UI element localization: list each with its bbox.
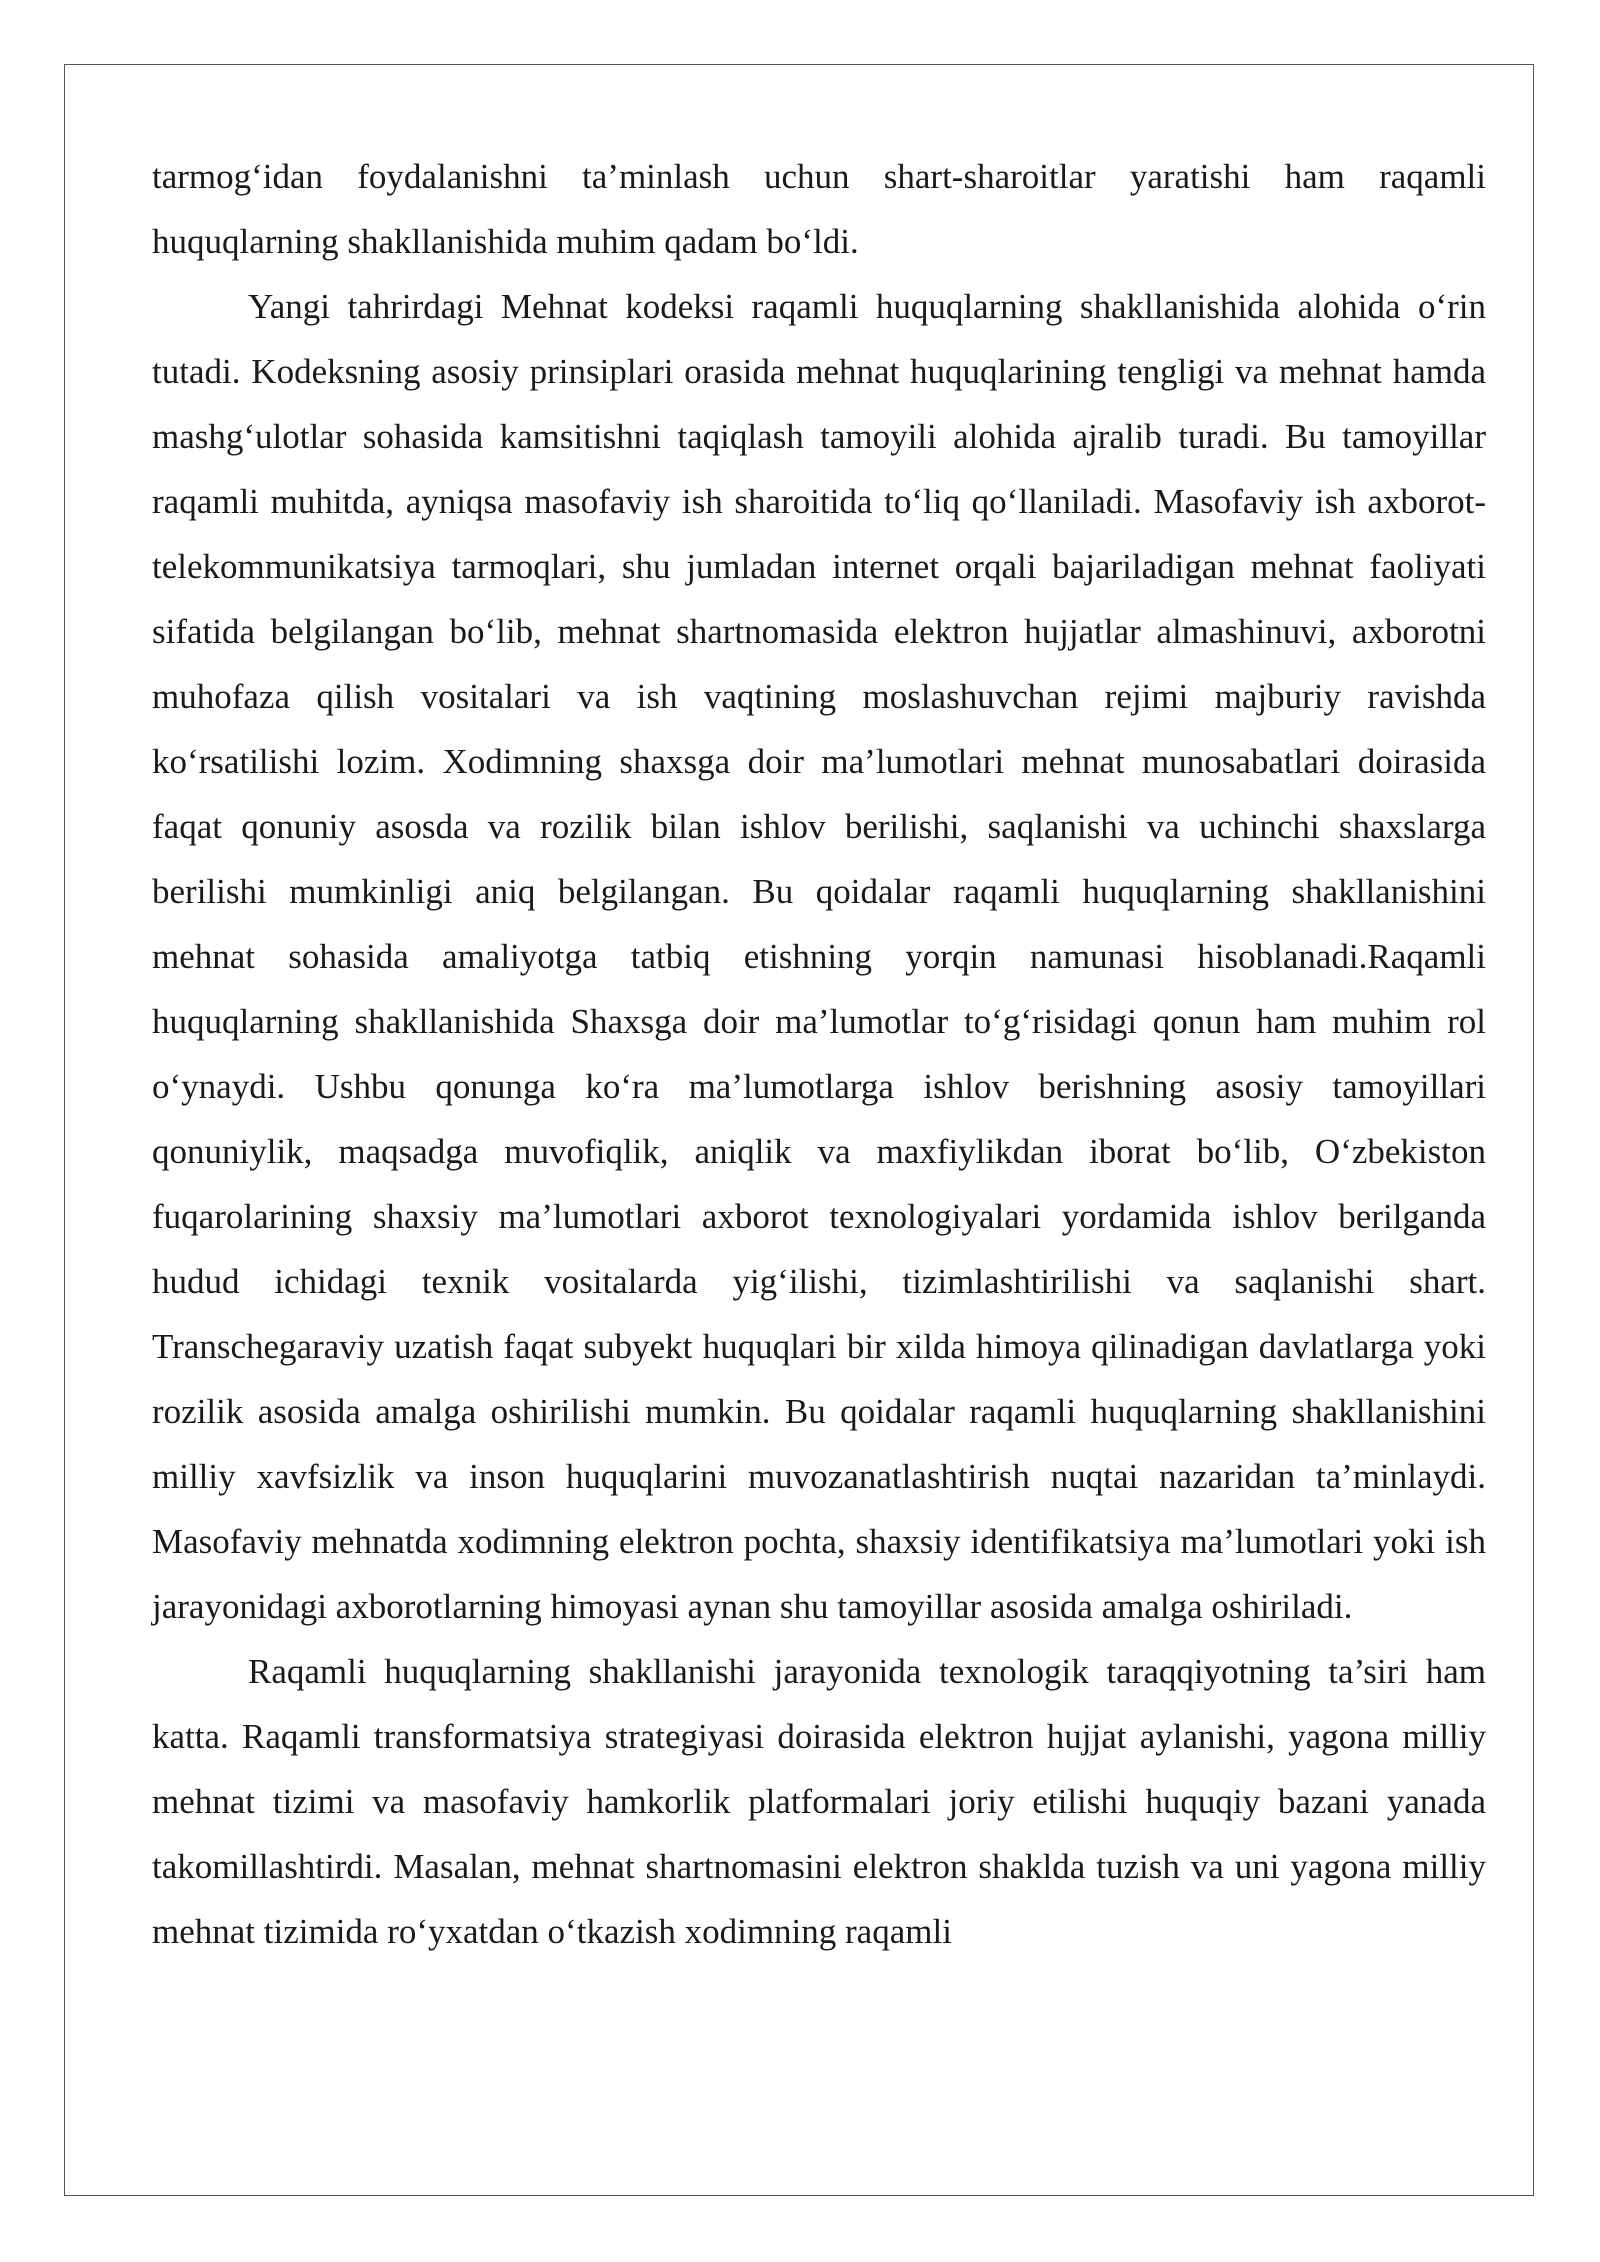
paragraph-labor-code: Yangi tahrirdagi Mehnat kodeksi raqamli huquqlarning shakllanishida alohida o‘rin tutadi. Kodeksning asosiy prinsiplari orasida mehnat huquqlarining tengligi va mehnat hamda mashg‘ulotlar sohasida kamsitishni taqiqlash tamoyili alohida ajralib turadi. Bu tamoyillar raqamli muhitda, ayniqsa masofaviy ish sharoitida to‘liq qo‘llaniladi. Masofaviy ish axborot-telekommunikatsiya tarmoqlari, shu jumladan internet orqali bajariladigan mehnat faoliyati sifatida belgilangan bo‘lib, mehnat shartnomasida elektron hujjatlar almashinuvi, axborotni muhofaza qilish vositalari va ish vaqtining moslashuvchan rejimi majburiy ravishda ko‘rsatilishi lozim. Xodimning shaxsga doir ma’lumotlari mehnat munosabatlari doirasida faqat qonuniy asosda va rozilik bilan ishlov berilishi, saqlanishi va uchinchi shaxslarga berilishi mumkinligi aniq belgilangan. Bu qoidalar raqamli huquqlarning shakllanishini mehnat sohasida amaliyotga tatbiq etishning yorqin namunasi hisoblanadi.Raqamli huquqlarning shakllanishida Shaxsga doir ma’lumotlar to‘g‘risidagi qonun ham muhim rol o‘ynaydi. Ushbu qonunga ko‘ra ma’lumotlarga ishlov berishning asosiy tamoyillari qonuniylik, maqsadga muvofiqlik, aniqlik va maxfiylikdan iborat bo‘lib, O‘zbekiston fuqarolarining shaxsiy ma’lumotlari axborot texnologiyalari yordamida ishlov berilganda hudud ichidagi texnik vositalarda yig‘ilishi, tizimlashtirilishi va saqlanishi shart. Transchegaraviy uzatish faqat subyekt huquqlari bir xilda himoya qilinadigan davlatlarga yoki rozilik asosida amalga oshirilishi mumkin. Bu qoidalar raqamli huquqlarning shakllanishini milliy xavfsizlik va inson huquqlarini muvozanatlashtirish nuqtai nazaridan ta’minlaydi. Masofaviy mehnatda xodimning elektron pochta, shaxsiy identifikatsiya ma’lumotlari yoki ish jarayonidagi axborotlarning himoyasi aynan shu tamoyillar asosida amalga oshiriladi. — [152, 287, 1486, 1626]
paragraph-continuation: tarmog‘idan foydalanishni ta’minlash uchun shart-sharoitlar yaratishi ham raqamli huquqlarning shakllanishida muhim qadam bo‘ldi. — [152, 157, 1486, 261]
paragraph-technological-progress: Raqamli huquqlarning shakllanishi jarayonida texnologik taraqqiyotning ta’siri ham katta. Raqamli transformatsiya strategiyasi doirasida elektron hujjat aylanishi, yagona milliy mehnat tizimi va masofaviy hamkorlik platformalari joriy etilishi huquqiy bazani yanada takomillashtirdi. Masalan, mehnat shartnomasini elektron shaklda tuzish va uni yagona milliy mehnat tizimida ro‘yxatdan o‘tkazish xodimning raqamli — [152, 1652, 1486, 1951]
document-body — [152, 144, 1486, 1964]
